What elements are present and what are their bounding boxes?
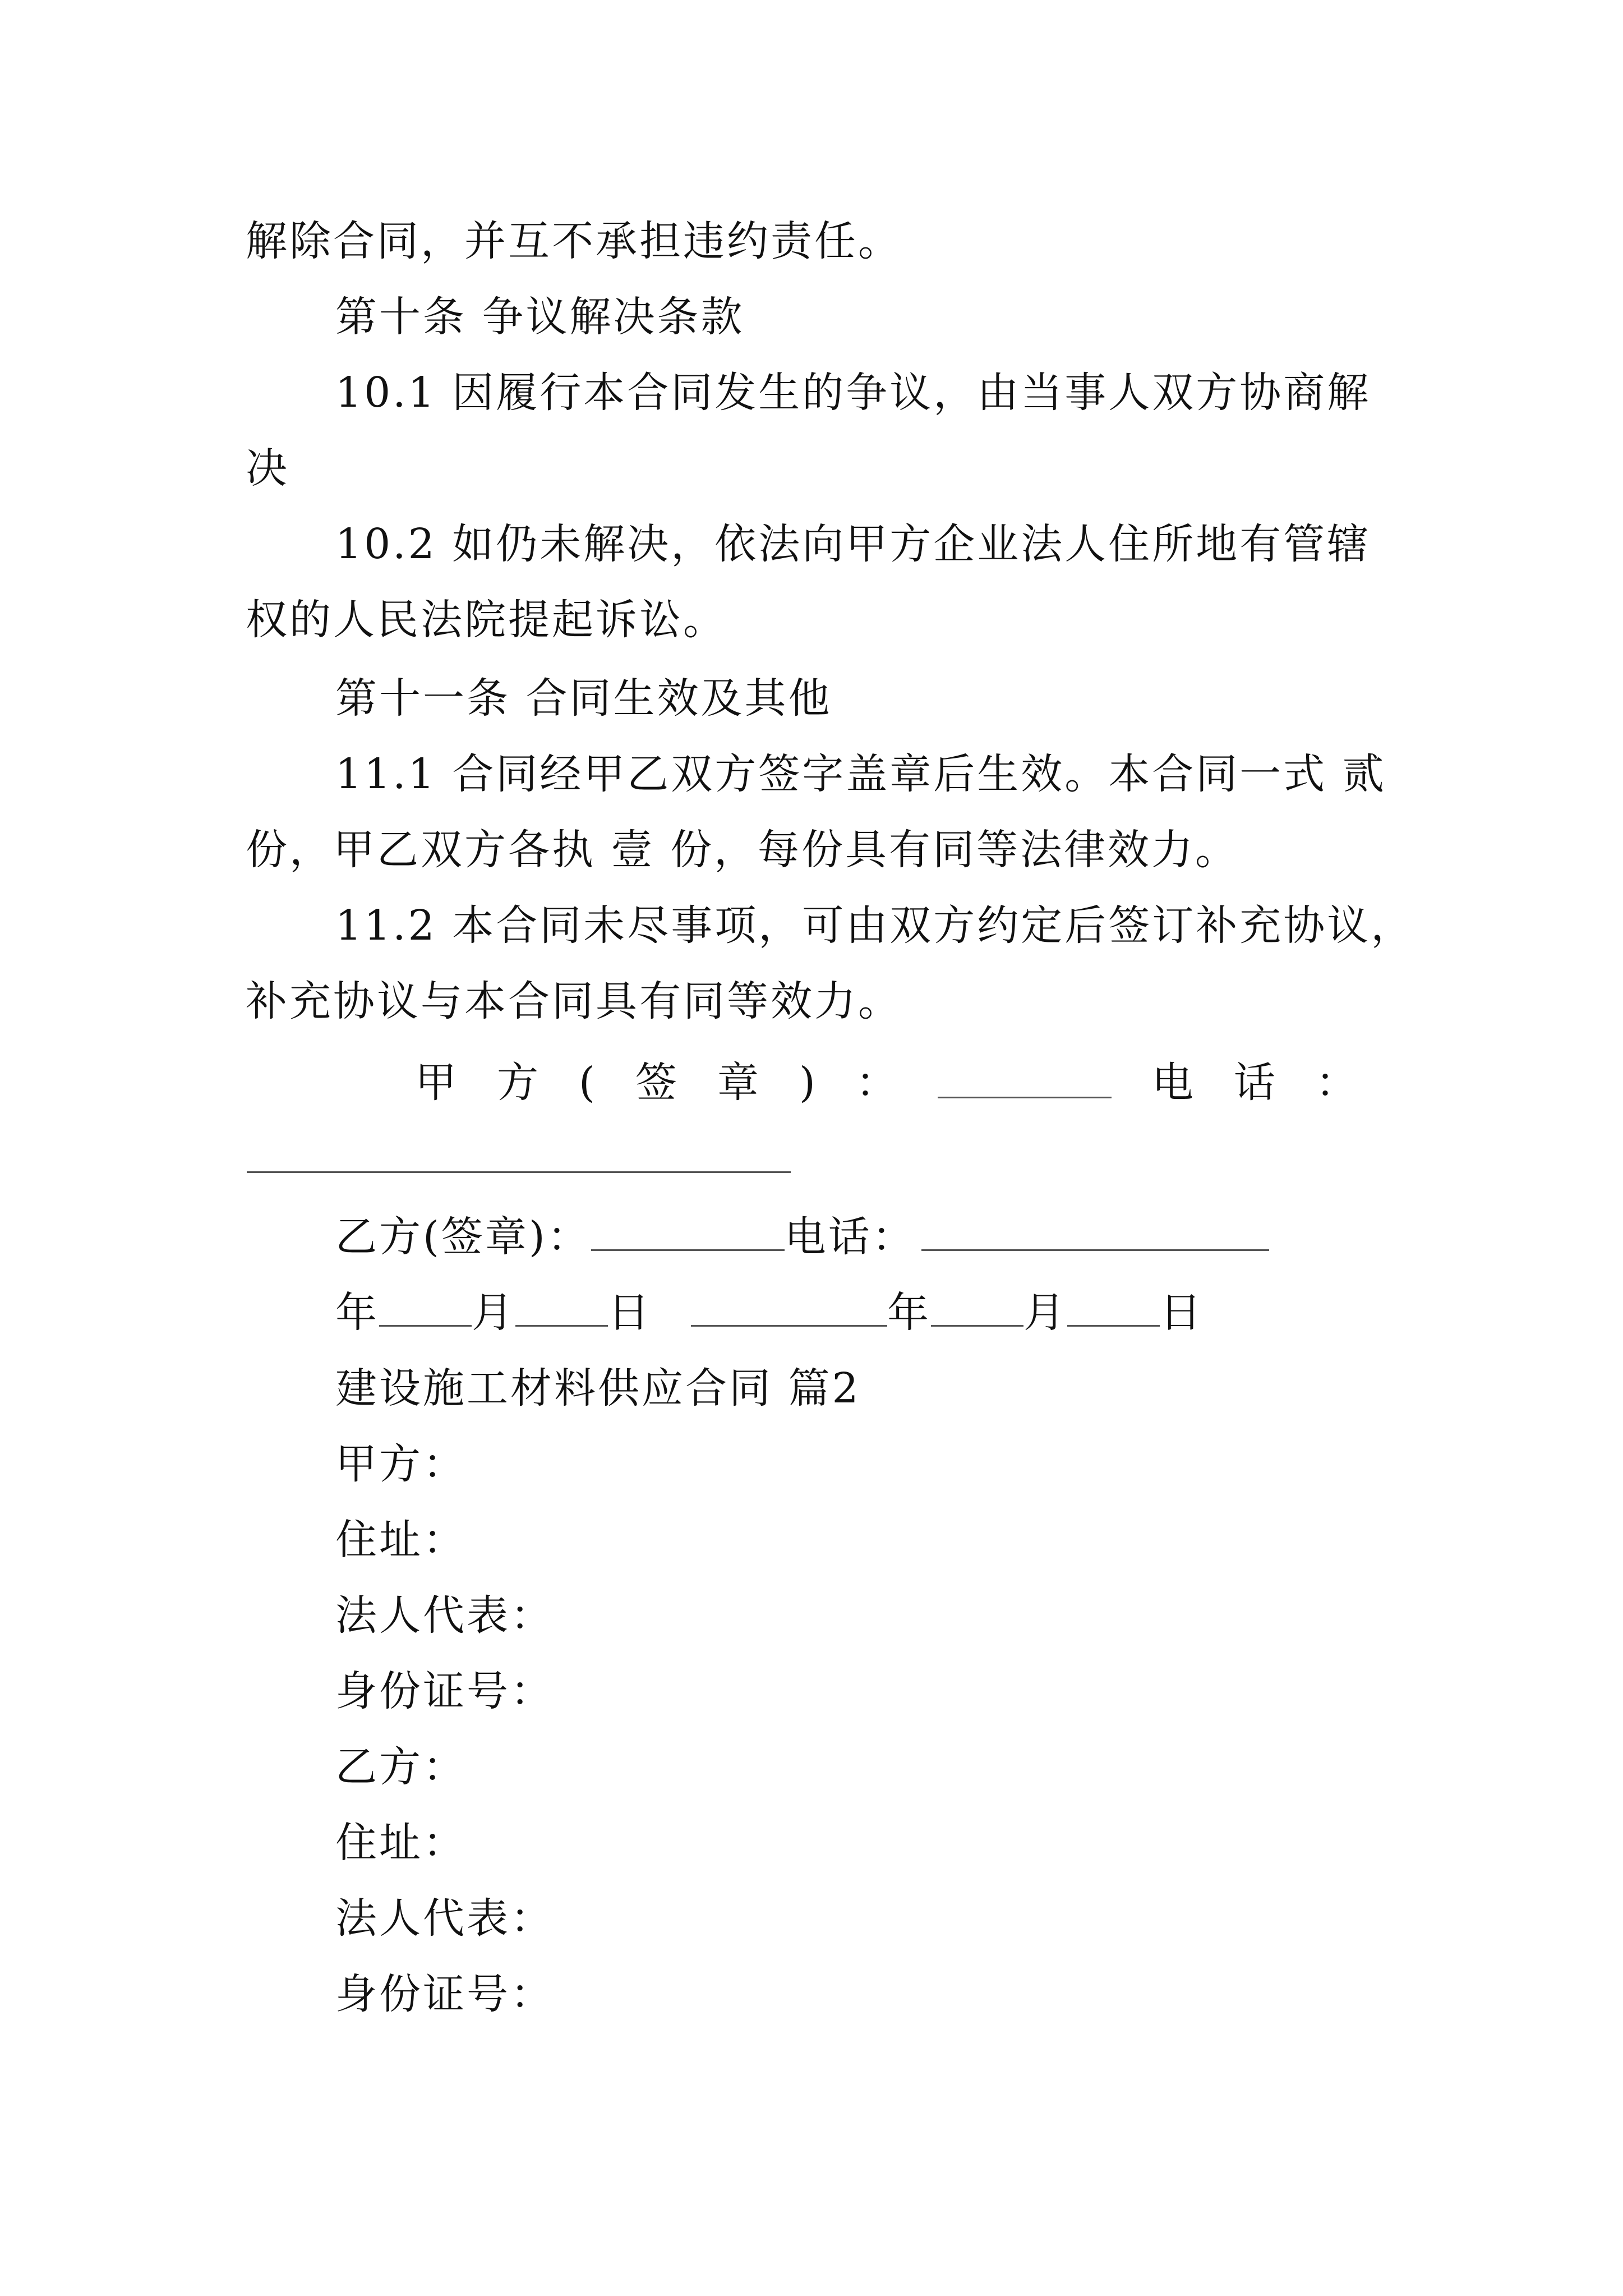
clause-11-1-cont: 份，甲乙双方各执 壹 份，每份具有同等法律效力。: [246, 826, 1239, 874]
article-10-heading: 第十条 争议解决条款: [335, 293, 745, 341]
party-b-label: 乙方：: [335, 1743, 467, 1791]
clause-10-2-cont: 权的人民法院提起诉讼。: [246, 596, 727, 644]
phone-blank-line: [247, 1171, 791, 1173]
part-2-title: 建设施工材料供应合同 篇2: [335, 1364, 861, 1412]
date-blank: [515, 1290, 608, 1327]
party-b-signature-line: [335, 1212, 1269, 1262]
article-11-heading: 第十一条 合同生效及其他: [335, 674, 832, 723]
sig-char: ：: [1315, 1059, 1357, 1107]
month-label: 月: [1023, 1289, 1067, 1337]
sig-char: ): [799, 1059, 815, 1107]
address-b-label: 住址：: [335, 1819, 467, 1867]
clause-11-1: 11.1 合同经甲乙双方签字盖章后生效。本合同一式 贰: [335, 750, 1386, 798]
day-label: 日: [608, 1289, 652, 1337]
clause-10-1-cont: 决: [246, 444, 289, 493]
month-label: 月: [472, 1289, 515, 1337]
signature-blank: [938, 1057, 1112, 1098]
date-line: [335, 1287, 1204, 1338]
id-number-a-label: 身份证号：: [335, 1667, 554, 1715]
party-b-phone-label: 电话：: [784, 1213, 916, 1261]
date-blank: [931, 1290, 1023, 1327]
date-blank: [1067, 1290, 1160, 1327]
sig-char: 方: [497, 1059, 539, 1107]
sig-char: 签: [635, 1059, 677, 1107]
date-blank: [379, 1290, 472, 1327]
paragraph-text: 解除合同，并互不承担违约责任。: [246, 217, 902, 265]
sig-char: ：: [855, 1059, 897, 1107]
legal-rep-a-label: 法人代表：: [335, 1591, 554, 1640]
sig-char: 章: [717, 1059, 759, 1107]
party-b-sign-label: 乙方(签章)：: [335, 1213, 591, 1261]
clause-11-2-cont: 补充协议与本合同具有同等效力。: [246, 977, 902, 1025]
signature-blank: [591, 1214, 785, 1251]
sig-char: 话: [1233, 1059, 1275, 1107]
party-a-label: 甲方：: [335, 1440, 467, 1488]
party-a-signature-line: [415, 1057, 1357, 1108]
clause-10-1: 10.1 因履行本合同发生的争议，由当事人双方协商解: [335, 369, 1371, 417]
address-a-label: 住址：: [335, 1516, 467, 1564]
sig-char: (: [579, 1059, 595, 1107]
legal-rep-b-label: 法人代表：: [335, 1894, 554, 1943]
sig-char: 电: [1151, 1059, 1193, 1107]
year-label: 年: [887, 1289, 931, 1337]
phone-blank: [921, 1214, 1269, 1251]
clause-11-2: 11.2 本合同未尽事项，可由双方约定后签订补充协议，: [335, 901, 1415, 950]
id-number-b-label: 身份证号：: [335, 1970, 554, 2018]
day-label: 日: [1160, 1289, 1204, 1337]
date-blank: [691, 1290, 887, 1327]
sig-char: 甲: [415, 1059, 457, 1107]
year-label: 年: [335, 1289, 379, 1337]
clause-10-2: 10.2 如仍未解决，依法向甲方企业法人住所地有管辖: [335, 520, 1371, 568]
